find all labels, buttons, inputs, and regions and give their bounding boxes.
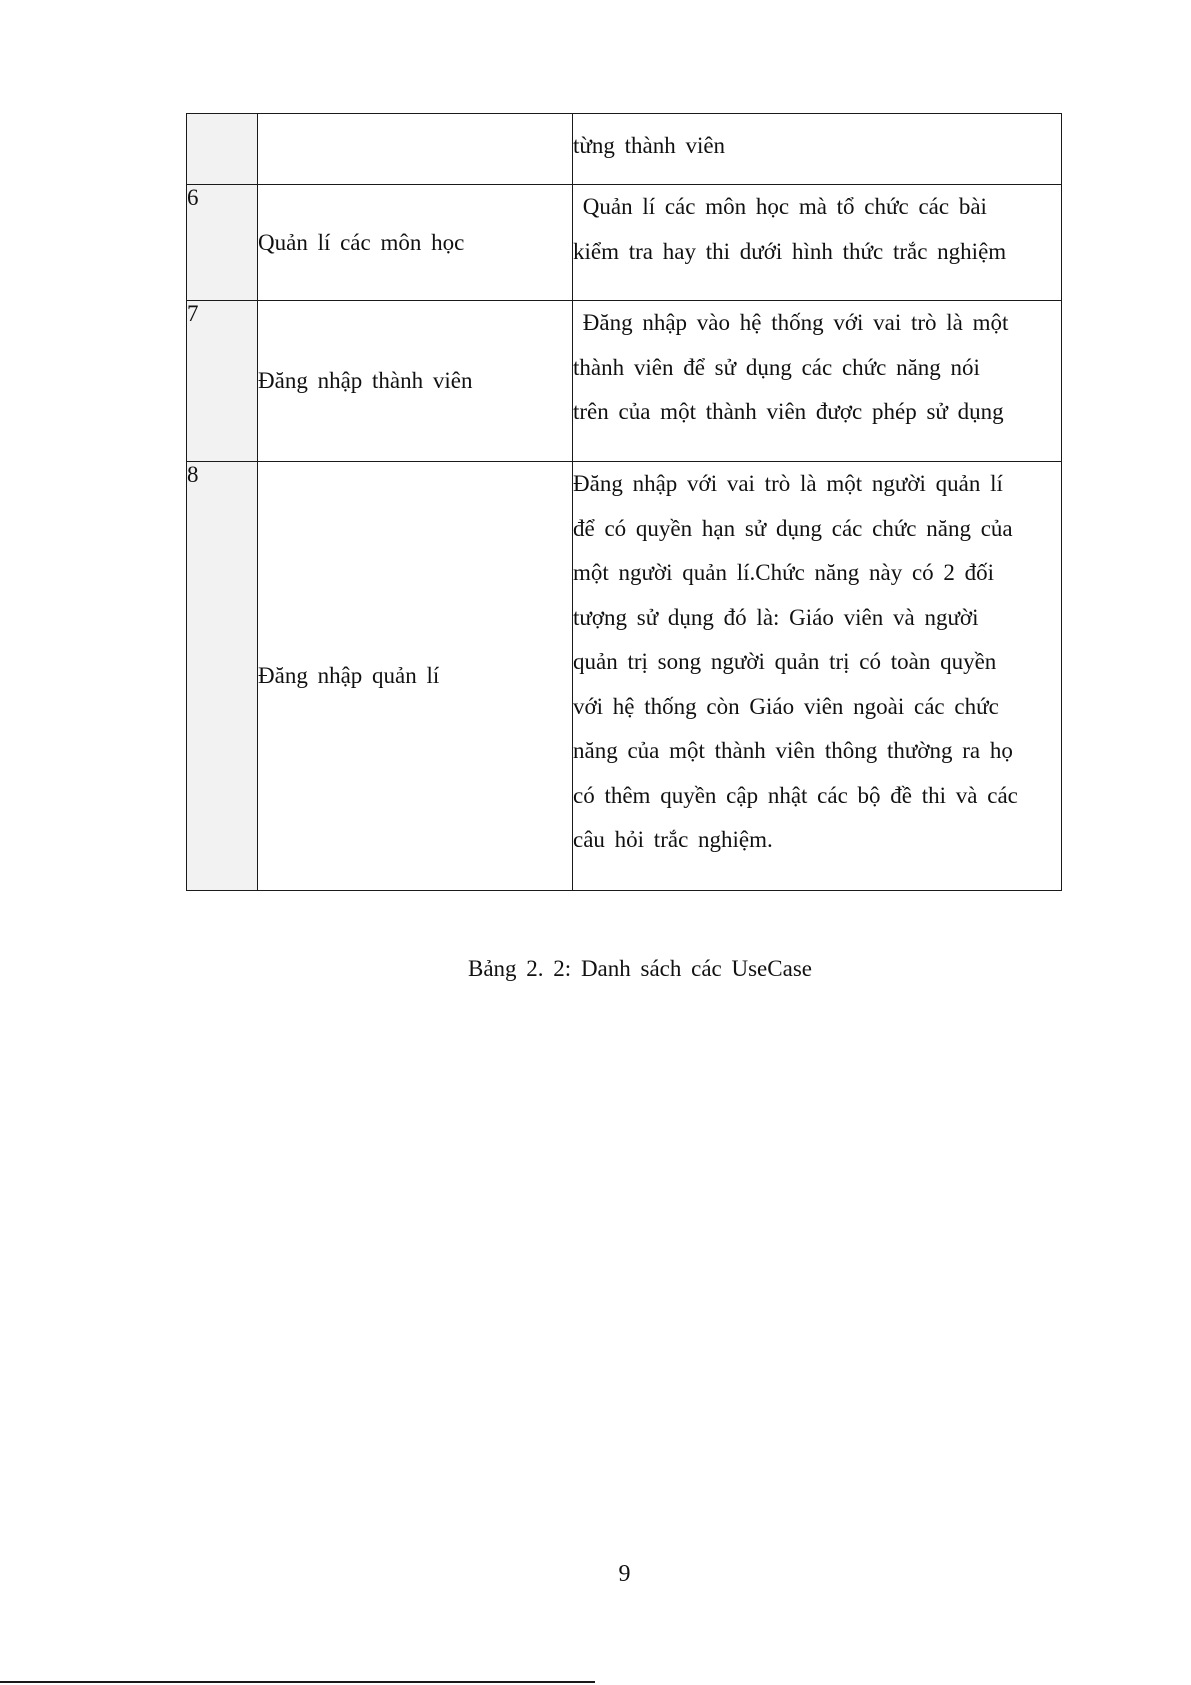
usecase-description-cell — [573, 185, 1062, 301]
table-row — [187, 301, 1062, 462]
usecase-description-cell — [573, 301, 1062, 462]
description-line: câu hỏi trắc nghiệm. — [573, 827, 773, 852]
description-line: năng của một thành viên thông thường ra họ — [573, 738, 1013, 763]
footer-divider — [0, 1681, 595, 1683]
description-line: quản trị song người quản trị có toàn quyền — [573, 649, 997, 674]
description-line: có thêm quyền cập nhật các bộ đề thi và các — [573, 782, 1018, 808]
row-number-cell: 6 — [187, 185, 258, 301]
description-line: từng thành viên — [573, 133, 726, 158]
description-line: với hệ thống còn Giáo viên ngoài các chức — [573, 693, 999, 719]
usecase-name-cell — [258, 114, 573, 185]
description-line: thành viên để sử dụng các chức năng nói — [573, 354, 980, 380]
table-caption: Bảng 2. 2: Danh sách các UseCase — [468, 956, 812, 981]
usecase-description-cell — [573, 462, 1062, 891]
row-number-cell — [187, 114, 258, 185]
description-line: Đăng nhập với vai trò là một người quản lí — [573, 471, 1003, 496]
table-row — [187, 462, 1062, 891]
table-row — [187, 185, 1062, 301]
description-line: một người quản lí.Chức năng này có 2 đối — [573, 560, 995, 585]
description-line: tượng sử dụng đó là: Giáo viên và người — [573, 604, 979, 630]
row-number-cell: 8 — [187, 462, 258, 891]
usecase-name-cell: Đăng nhập quản lí — [258, 462, 573, 891]
description-line: Đăng nhập vào hệ thống với vai trò là một — [573, 310, 1009, 335]
row-number-cell: 7 — [187, 301, 258, 462]
description-line: kiểm tra hay thi dưới hình thức trắc nghiệm — [573, 238, 1007, 264]
usecase-name-cell: Quản lí các môn học — [258, 185, 573, 301]
description-line: trên của một thành viên được phép sử dụng — [573, 399, 1004, 424]
table-row — [187, 114, 1062, 185]
page-number: 9 — [618, 1561, 631, 1587]
usecase-description-cell — [573, 114, 1062, 185]
description-line: Quản lí các môn học mà tổ chức các bài — [573, 194, 987, 219]
description-line: để có quyền hạn sử dụng các chức năng của — [573, 515, 1013, 541]
usecase-name-cell: Đăng nhập thành viên — [258, 301, 573, 462]
usecase-table — [186, 113, 1062, 891]
